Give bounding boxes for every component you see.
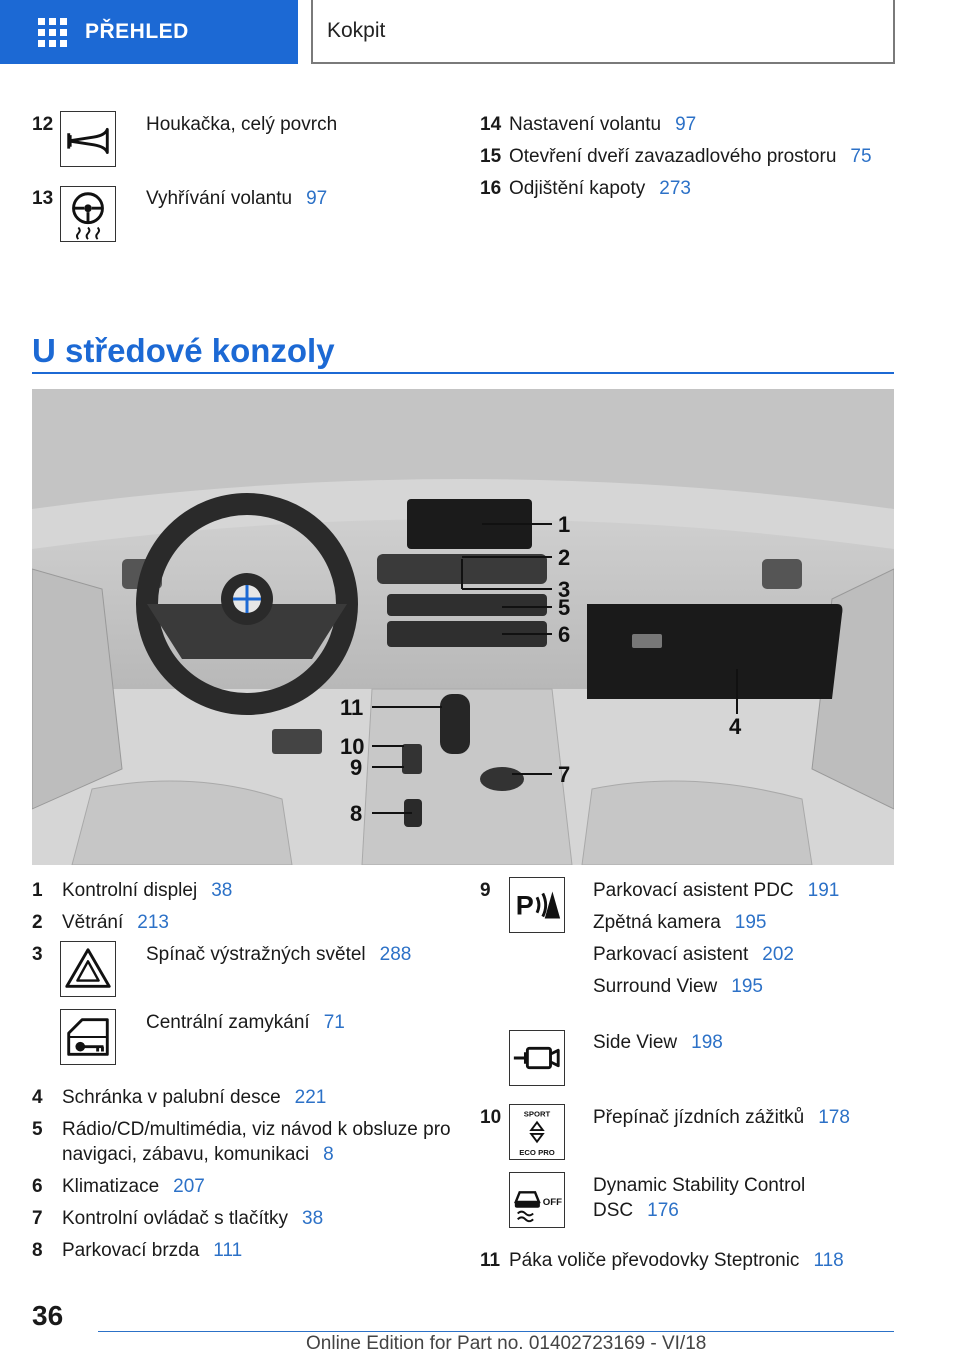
item-number: 6 xyxy=(32,1176,43,1197)
page-link[interactable]: 198 xyxy=(691,1032,723,1053)
item-number: 3 xyxy=(32,944,43,965)
page-link[interactable]: 38 xyxy=(302,1208,324,1229)
callout-7: 7 xyxy=(558,762,571,787)
section-divider xyxy=(32,372,894,374)
page-link[interactable]: 75 xyxy=(850,146,872,167)
item-text: Větrání 213 xyxy=(62,912,169,933)
page-link[interactable]: 195 xyxy=(734,912,767,933)
item-number: 4 xyxy=(32,1087,43,1108)
page-link[interactable]: 195 xyxy=(731,976,763,997)
item-text: Houkačka, celý povrch xyxy=(146,114,338,135)
callout-8: 8 xyxy=(350,801,363,826)
section-tab-label: PŘEHLED xyxy=(85,20,189,43)
item-number: 5 xyxy=(32,1119,43,1140)
item-text: Zpětná kamera 195 xyxy=(593,912,767,933)
section-title: U středové konzoly xyxy=(32,332,335,369)
callout-5: 5 xyxy=(558,595,571,620)
page-link[interactable]: 221 xyxy=(294,1087,327,1108)
item-text: Kontrolní ovládač s tlačítky 38 xyxy=(62,1208,324,1229)
item-text: Páka voliče převodovky Steptronic 118 xyxy=(509,1250,844,1271)
callout-1: 1 xyxy=(558,512,571,537)
heated-steering-wheel-icon xyxy=(60,186,116,242)
callout-9: 9 xyxy=(350,755,363,780)
callout-10: 10 xyxy=(340,734,365,759)
item-text: Schránka v palubní desce 221 xyxy=(62,1087,327,1108)
item-number: 16 xyxy=(480,178,502,199)
item-text: Nastavení volantu 97 xyxy=(509,114,697,135)
central-locking-icon xyxy=(60,1009,116,1065)
hazard-warning-icon xyxy=(60,941,116,997)
footer-edition: Online Edition for Part no. 01402723169 - VI/18 xyxy=(306,1333,707,1354)
callout-11: 11 xyxy=(340,695,364,720)
icon-label-eco-pro: ECO PRO xyxy=(519,1148,555,1158)
section-tab-prehled[interactable] xyxy=(0,0,298,64)
item-number: 9 xyxy=(480,880,491,901)
item-text: Spínač výstražných světel 288 xyxy=(146,944,412,965)
page-link[interactable]: 202 xyxy=(762,944,794,965)
item-number: 1 xyxy=(32,880,43,901)
svg-text:P: P xyxy=(515,890,534,921)
callout-4: 4 xyxy=(729,714,742,739)
page-link[interactable]: 111 xyxy=(213,1240,243,1261)
item-number: 7 xyxy=(32,1208,43,1229)
horn-icon xyxy=(60,111,116,167)
grid-menu-icon xyxy=(38,18,67,47)
page-link[interactable]: 97 xyxy=(306,188,328,209)
page-link[interactable]: 178 xyxy=(818,1107,850,1128)
item-text: Parkovací brzda 111 xyxy=(62,1240,243,1261)
item-text: Vyhřívání volantu 97 xyxy=(146,188,328,209)
page-link[interactable]: 38 xyxy=(211,880,233,901)
page-link[interactable]: 176 xyxy=(647,1200,679,1221)
item-text: Surround View 195 xyxy=(593,976,763,997)
item-text: Odjištění kapoty 273 xyxy=(509,178,691,199)
item-text: Centrální zamykání 71 xyxy=(146,1012,345,1033)
item-number: 15 xyxy=(480,146,502,167)
page-link[interactable]: 191 xyxy=(807,880,840,901)
breadcrumb[interactable] xyxy=(311,0,895,64)
page-link[interactable]: 118 xyxy=(813,1250,844,1271)
page-link[interactable]: 213 xyxy=(137,912,169,933)
item-number: 12 xyxy=(32,114,54,135)
page-link[interactable]: 97 xyxy=(675,114,697,135)
item-text: Klimatizace 207 xyxy=(62,1176,205,1197)
item-number: 8 xyxy=(32,1240,43,1261)
park-distance-control-icon xyxy=(509,877,565,933)
footer-divider xyxy=(98,1331,894,1332)
page-link[interactable]: 273 xyxy=(659,178,691,199)
item-text-continued: navigaci, zábavu, komunikaci 8 xyxy=(62,1144,334,1165)
callout-6: 6 xyxy=(558,622,571,647)
item-text: Parkovací asistent 202 xyxy=(593,944,794,965)
page-link[interactable]: 8 xyxy=(323,1144,334,1165)
item-text: Rádio/CD/multimédia, viz návod k obsluze pro xyxy=(62,1119,451,1140)
item-text-continued: DSC 176 xyxy=(593,1200,679,1221)
breadcrumb-label: Kokpit xyxy=(327,19,386,42)
callout-3: 3 xyxy=(558,577,571,602)
callout-2: 2 xyxy=(558,545,571,570)
page-number: 36 xyxy=(32,1300,64,1331)
page-link[interactable]: 288 xyxy=(379,944,412,965)
item-text: Kontrolní displej 38 xyxy=(62,880,233,901)
item-number: 14 xyxy=(480,114,502,135)
dsc-off-icon xyxy=(509,1172,565,1228)
icon-label-off: OFF xyxy=(542,1196,563,1208)
item-number: 10 xyxy=(480,1107,502,1128)
item-text: Side View 198 xyxy=(593,1032,723,1053)
item-number: 2 xyxy=(32,912,43,933)
page-link[interactable]: 207 xyxy=(173,1176,205,1197)
item-text: Parkovací asistent PDC 191 xyxy=(593,880,840,901)
page-link[interactable]: 71 xyxy=(323,1012,345,1033)
side-view-camera-icon xyxy=(509,1030,565,1086)
driving-experience-switch-icon xyxy=(509,1104,565,1160)
item-number: 13 xyxy=(32,188,54,209)
icon-label-sport: SPORT xyxy=(523,1109,551,1119)
item-number: 11 xyxy=(480,1250,501,1271)
cockpit-illustration xyxy=(32,389,894,865)
item-text: Přepínač jízdních zážitků 178 xyxy=(593,1107,850,1128)
item-text: Otevření dveří zavazadlového prostoru 75 xyxy=(509,146,872,167)
item-text: Dynamic Stability Control xyxy=(593,1175,806,1196)
